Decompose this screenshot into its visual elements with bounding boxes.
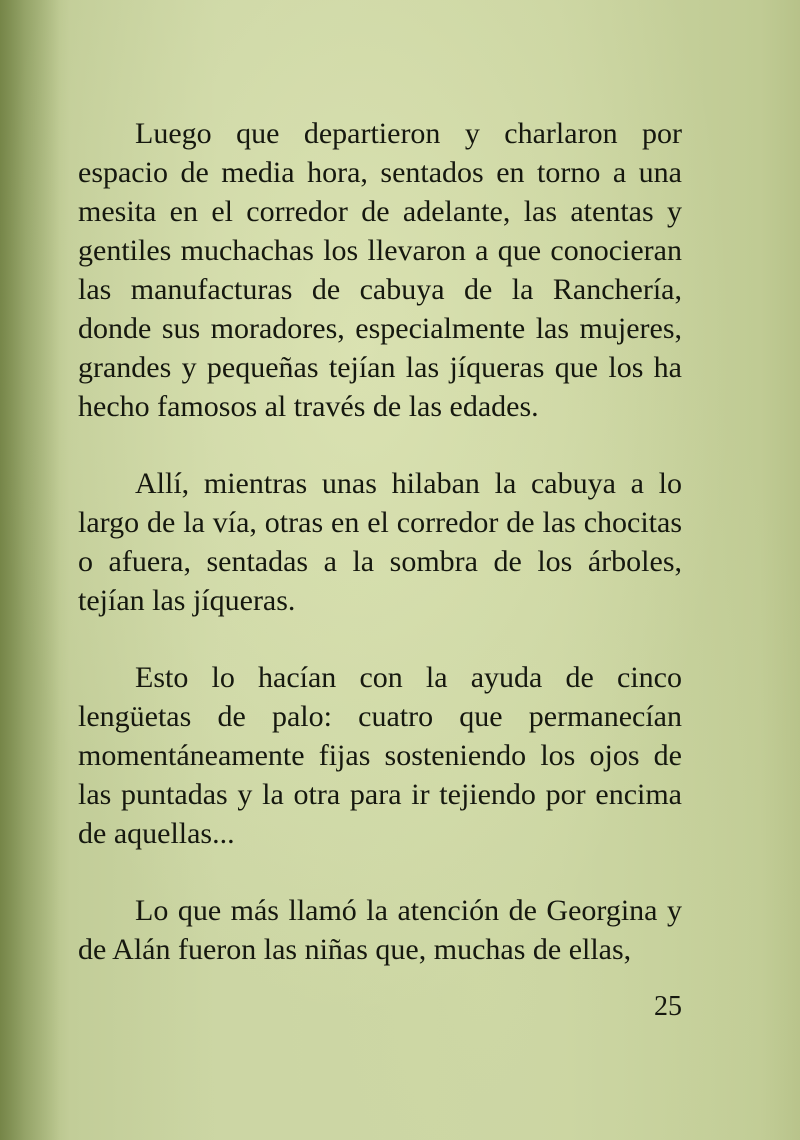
body-text: [78, 114, 682, 969]
paragraph-1: Luego que departieron y charlaron por espacio de media hora, sentados en torno a una mesita en el corredor de adelante, las atentas y gentiles muchachas los llevaron a que conocieran las manufacturas de cabuya de la Ranchería, donde sus moradores, especialmente las mujeres, grandes y pequeñas tejían las jíqueras que los ha hecho famosos al través de las edades.: [78, 117, 682, 423]
spine-shadow: [0, 0, 60, 1140]
paragraph-3: Esto lo hacían con la ayuda de cinco lengüetas de palo: cuatro que permanecían momentáneamente fijas sosteniendo los ojos de las puntadas y la otra para ir tejiendo por encima de aquellas...: [78, 661, 682, 850]
paragraph-4: Lo que más llamó la atención de Georgina y de Alán fueron las niñas que, muchas de ellas,: [78, 894, 682, 966]
paragraph-2: Allí, mientras unas hilaban la cabuya a lo largo de la vía, otras en el corredor de las chocitas o afuera, sentadas a la sombra de los árboles, tejían las jíqueras.: [78, 467, 682, 617]
page-number: 25: [654, 991, 682, 1022]
